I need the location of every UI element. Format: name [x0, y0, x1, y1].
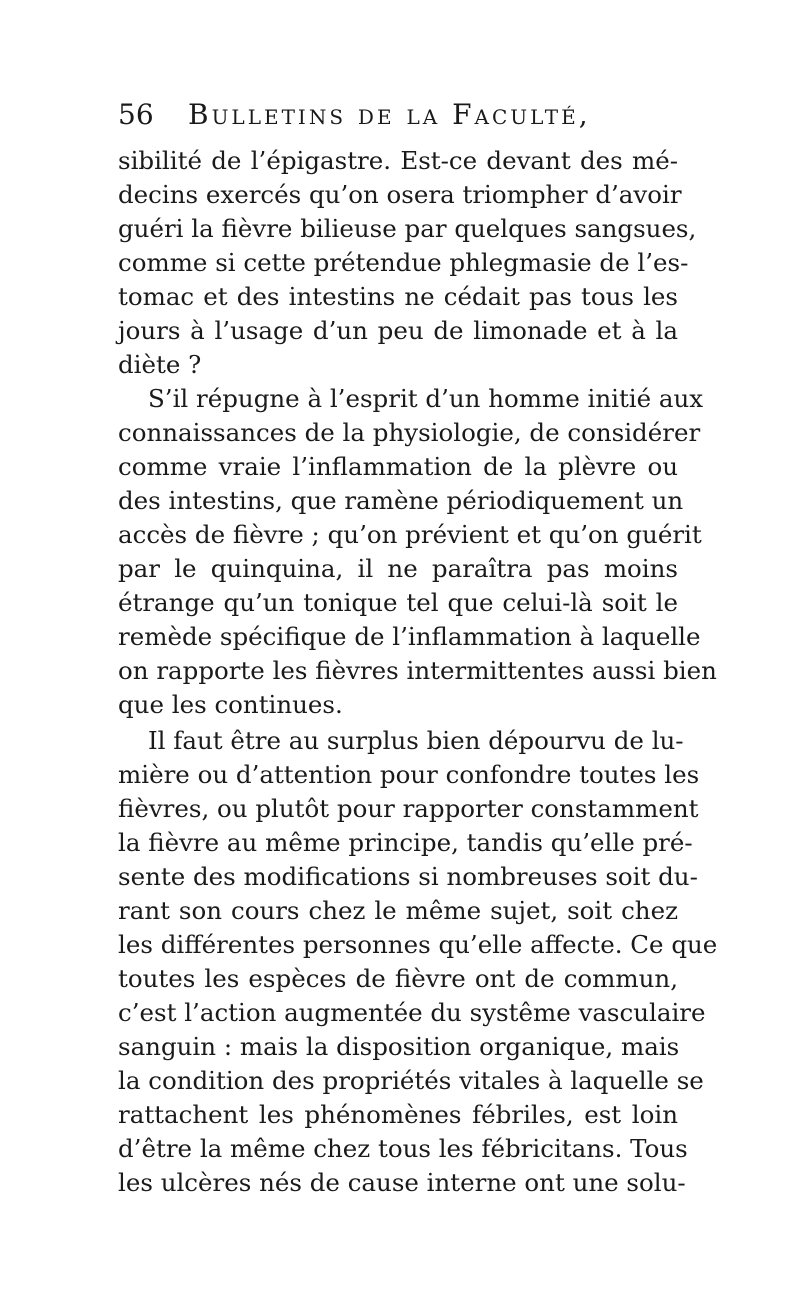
text-line: étrange qu’un tonique tel que celui-là soit le [118, 588, 678, 617]
text-line: sente des modifications si nombreuses soit du- [118, 862, 698, 891]
text-line: fièvres, ou plutôt pour rapporter constamment [118, 794, 699, 823]
text-line: connaissances de la physiologie, de considérer [118, 418, 701, 447]
text-line: toutes les espèces de fièvre ont de commun, [118, 964, 678, 993]
running-title: Bulletins de la Faculté, [188, 98, 591, 131]
text-line: c’est l’action augmentée du systême vasculaire [118, 998, 706, 1027]
text-line: sibilité de l’épigastre. Est-ce devant des mé- [118, 146, 678, 175]
text-line: d’être la même chez tous les fébricitans. Tous [118, 1134, 688, 1163]
text-line: les ulcères nés de cause interne ont une solu- [118, 1168, 686, 1197]
text-line: remède spécifique de l’inflammation à laquelle [118, 622, 701, 651]
text-line: des intestins, que ramène périodiquement un [118, 486, 684, 515]
text-line: decins exercés qu’on osera triompher d’avoir [118, 180, 682, 209]
text-line: sanguin : mais la disposition organique, mais [118, 1032, 680, 1061]
text-line: diète ? [118, 350, 202, 379]
paragraph-first-line: Il faut être au surplus bien dépourvu de lu- [148, 726, 684, 755]
text-line: par le quinquina, il ne paraîtra pas moins [118, 554, 678, 583]
text-line: rattachent les phénomènes fébriles, est loin [118, 1100, 678, 1129]
text-line: accès de fièvre ; qu’on prévient et qu’on guérit [118, 520, 702, 549]
text-line: la fièvre au même principe, tandis qu’elle pré- [118, 828, 693, 857]
text-line: comme vraie l’inflammation de la plèvre ou [118, 452, 678, 481]
text-line: que les continues. [118, 690, 343, 719]
page-number: 56 [118, 98, 154, 131]
text-line: les différentes personnes qu’elle affecte. Ce que [118, 930, 718, 959]
text-line: la condition des propriétés vitales à laquelle se [118, 1066, 704, 1095]
paragraph-first-line: S’il répugne à l’esprit d’un homme initié aux [148, 384, 704, 413]
text-line: comme si cette prétendue phlegmasie de l’es- [118, 248, 689, 277]
text-line: jours à l’usage d’un peu de limonade et à la [118, 316, 678, 345]
text-line: tomac et des intestins ne cédait pas tous les [118, 282, 678, 311]
text-line: guéri la fièvre bilieuse par quelques sangsues, [118, 214, 697, 243]
running-head [118, 90, 688, 140]
text-line: mière ou d’attention pour confondre toutes les [118, 760, 700, 789]
text-line: rant son cours chez le même sujet, soit chez [118, 896, 678, 925]
text-line: on rapporte les fièvres intermittentes aussi bien [118, 656, 717, 685]
